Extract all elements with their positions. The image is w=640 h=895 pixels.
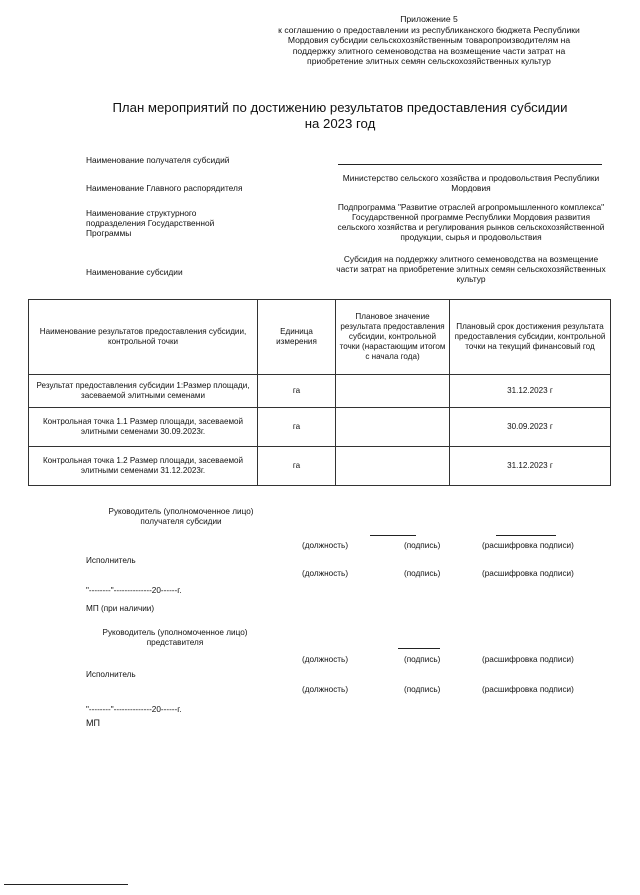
cell-unit: га [258, 408, 336, 447]
header-result-name: Наименование результатов предоставления субсидии, контрольной точки [29, 300, 258, 375]
header-deadline: Плановый срок достижения результата предоставления субсидии, контрольной точки на текущий финансовый год [450, 300, 611, 375]
cell-result-name: Результат предоставления субсидии 1:Размер площади, засеваемой элитными семенами [29, 375, 258, 408]
signature-line [398, 648, 440, 649]
recipient-head-line-1: Руководитель (уполномоченное лицо) [108, 507, 254, 516]
position-caption: (должность) [302, 655, 349, 664]
header-planned-value: Плановое значение результата предоставления субсидии, контрольной точки (нарастающим итогом с начала года) [336, 300, 450, 375]
decoding-caption: (расшифровка подписи) [482, 655, 574, 664]
cell-planned-value [336, 408, 450, 447]
appendix-line: приобретение элитных семян сельскохозяйственных культур [307, 56, 551, 66]
position-caption: (должность) [302, 569, 349, 578]
cell-deadline: 30.09.2023 г [450, 408, 611, 447]
program-value: Подпрограмма "Развитие отраслей агропромышленного комплекса" Государственной программе Республики Мордовия развития сельского хозяйства и регулирования рынков сельскохозяйственной продукции, сырья и продовольствия [337, 202, 605, 242]
program-label: Наименование структурного подразделения Государственной Программы [86, 208, 215, 238]
signature-caption: (подпись) [404, 655, 441, 664]
stamp-label: МП [86, 718, 100, 728]
cell-planned-value [336, 375, 450, 408]
header-unit: Единица измерения [258, 300, 336, 375]
appendix-line: поддержку элитного семеноводства на возмещение части затрат на [292, 45, 566, 56]
signature-line [370, 535, 416, 536]
title-line-1: План мероприятий по достижению результатов предоставления субсидии [112, 100, 568, 115]
signature-caption: (подпись) [404, 569, 441, 578]
subsidy-value: Субсидия на поддержку элитного семеноводства на возмещение части затрат на приобретение элитных семян сельскохозяйственных культур [336, 254, 606, 284]
title-line-2: на 2023 год [304, 116, 376, 131]
rep-head-line-2: представителя [146, 638, 204, 647]
cell-result-name: Контрольная точка 1.2 Размер площади, засеваемой элитными семенами 31.12.2023г. [29, 447, 258, 486]
distributor-label: Наименование Главного распорядителя [86, 183, 243, 193]
appendix-header [230, 14, 628, 67]
footnote-divider [4, 884, 128, 885]
appendix-line: Приложение 5 [400, 14, 458, 24]
representative-head-label [90, 628, 260, 648]
cell-deadline: 31.12.2023 г [450, 375, 611, 408]
executor-label: Исполнитель [86, 556, 136, 565]
signature-caption: (подпись) [404, 541, 441, 550]
page-title [80, 100, 600, 132]
position-caption: (должность) [302, 685, 349, 694]
cell-deadline: 31.12.2023 г [450, 447, 611, 486]
cell-unit: га [258, 447, 336, 486]
decoding-caption: (расшифровка подписи) [482, 541, 574, 550]
recipient-head-line-2: получателя субсидии [140, 517, 222, 526]
cell-result-name: Контрольная точка 1.1 Размер площади, засеваемой элитными семенами 30.09.2023г. [29, 408, 258, 447]
recipient-head-label [96, 507, 266, 527]
appendix-line: к соглашению о предоставлении из республиканского бюджета Республики [278, 24, 580, 35]
decoding-caption: (расшифровка подписи) [482, 569, 574, 578]
table-row [29, 447, 611, 486]
cell-planned-value [336, 447, 450, 486]
table-header-row [29, 300, 611, 375]
table-row [29, 375, 611, 408]
stamp-optional-label: МП (при наличии) [86, 604, 155, 613]
date-field: "--------"--------------20------г. [86, 586, 182, 595]
cell-unit: га [258, 375, 336, 408]
decoding-line [496, 535, 556, 536]
rep-head-line-1: Руководитель (уполномоченное лицо) [102, 628, 248, 637]
appendix-line: Мордовия субсидии сельскохозяйственным товаропроизводителям на [287, 35, 571, 45]
recipient-label: Наименование получателя субсидий [86, 155, 230, 165]
recipient-underline [338, 164, 602, 165]
signature-caption: (подпись) [404, 685, 441, 694]
executor-label: Исполнитель [86, 670, 136, 679]
distributor-value: Министерство сельского хозяйства и продовольствия Республики Мордовия [342, 173, 600, 193]
subsidy-label: Наименование субсидии [86, 267, 183, 277]
position-caption: (должность) [302, 541, 349, 550]
date-field: "--------"--------------20------г. [86, 705, 182, 714]
plan-table [28, 299, 611, 486]
decoding-caption: (расшифровка подписи) [482, 685, 574, 694]
table-row [29, 408, 611, 447]
